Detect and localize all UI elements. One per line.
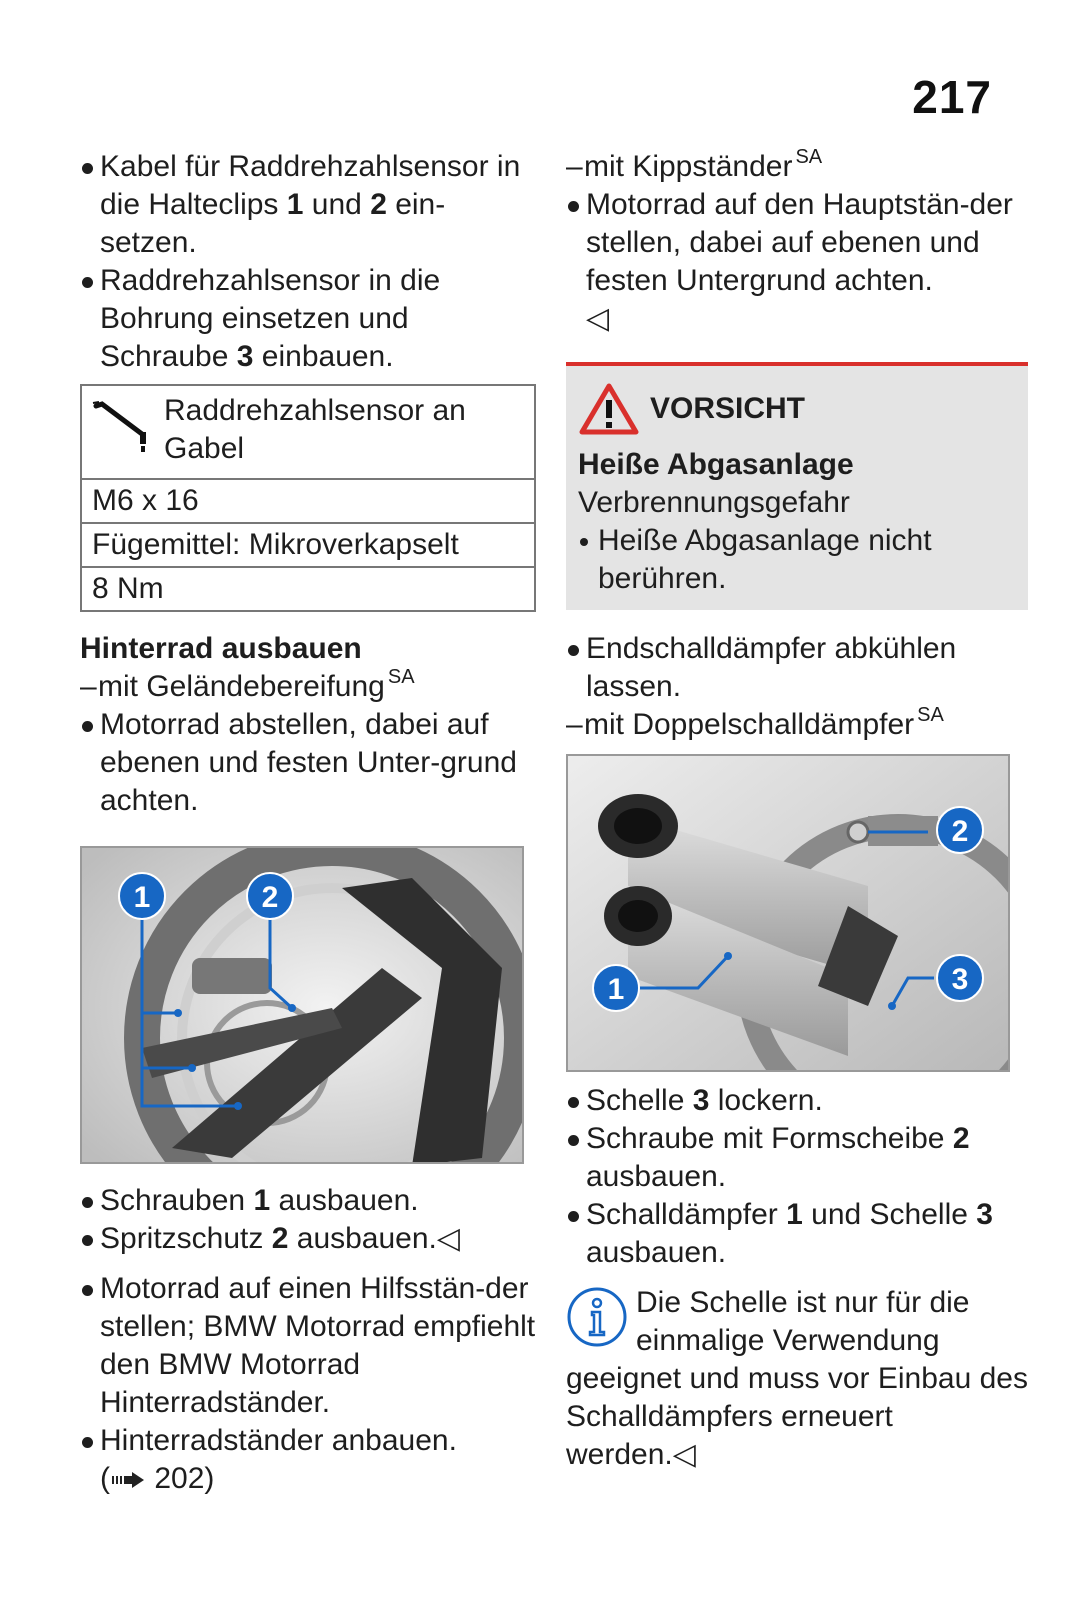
warning-label: VORSICHT	[650, 392, 806, 425]
silencer-figure	[566, 754, 1010, 1072]
page-reference[interactable]: ( 202)	[100, 1462, 215, 1495]
instruction-attach-rear-stand: Hinterradständer anbauen.	[80, 1422, 540, 1460]
section-title: Hinterrad ausbauen	[80, 632, 362, 665]
end-mark: ◁	[586, 302, 610, 335]
spec-table-header	[82, 386, 534, 480]
instruction-remove-silencer: Schalldämpfer 1 und Schelle 3 ausbauen.	[566, 1196, 1028, 1272]
condition-tilt-stand: – mit Kippständer $^{SA}$	[566, 148, 1028, 186]
instruction-remove-screw-washer: Schraube mit Formscheibe 2 ausbauen.	[566, 1120, 1028, 1196]
instruction-install-sensor: Raddrehzahlsensor in die Bohrung einsetzen und Schraube 3 einbauen.	[80, 262, 540, 376]
spec-table-title: Raddrehzahlsensor an Gabel	[164, 394, 466, 465]
left-column	[80, 148, 540, 1498]
instruction-park-motorcycle: Motorrad abstellen, dabei auf ebenen und festen Unter-grund achten.	[80, 706, 540, 820]
warning-triangle-icon	[578, 382, 640, 436]
warning-heading	[578, 382, 1016, 436]
info-note	[566, 1284, 1028, 1474]
callout-3: 3	[936, 954, 984, 1002]
rear-wheel-figure	[80, 846, 524, 1164]
instruction-remove-splash-guard: Spritzschutz 2 ausbauen.◁	[80, 1220, 540, 1258]
arrow-reference-icon	[110, 1470, 146, 1490]
callout-2: 2	[936, 806, 984, 854]
spec-row-torque: 8 Nm	[92, 572, 164, 605]
callout-1: 1	[118, 872, 166, 920]
warning-text: Verbrennungsgefahr	[578, 486, 850, 519]
torque-spec-table	[80, 384, 536, 612]
torque-wrench-icon	[90, 398, 156, 458]
instruction-remove-screws: Schrauben 1 ausbauen.	[80, 1182, 540, 1220]
callout-2: 2	[246, 872, 294, 920]
warning-box	[566, 362, 1028, 610]
instruction-auxiliary-stand: Motorrad auf einen Hilfsstän-der stellen; BMW Motorrad empfiehlt den BMW Motorrad Hinterradständer.	[80, 1270, 540, 1422]
instruction-loosen-clamp: Schelle 3 lockern.	[566, 1082, 1028, 1120]
spec-row-screw-size: M6 x 16	[82, 480, 534, 524]
silencer-illustration	[568, 756, 1010, 1072]
instruction-insert-cable: Kabel für Raddrehzahlsensor in die Halteclips 1 und 2 ein-setzen.	[80, 148, 540, 262]
warning-instruction: Heiße Abgasanlage nicht berühren.	[578, 522, 1016, 598]
right-column	[566, 148, 1028, 1474]
condition-double-silencer: – mit Doppelschalldämpfer $^{SA}$	[566, 706, 1028, 744]
warning-title: Heiße Abgasanlage	[578, 448, 854, 481]
instruction-main-stand: Motorrad auf den Hauptstän-der stellen, dabei auf ebenen und festen Untergrund achten.	[566, 186, 1028, 300]
info-text: Die Schelle ist nur für die einmalige Verwendung geeignet und muss vor Einbau des Schalldämpfers erneuert werden.◁	[566, 1286, 1028, 1471]
info-icon	[566, 1286, 628, 1348]
page-number: 217	[912, 71, 992, 123]
callout-1: 1	[592, 964, 640, 1012]
spec-row-joining-agent: Fügemittel: Mikroverkapselt	[82, 524, 534, 568]
condition-offroad-tyres: – mit Geländebereifung $^{SA}$	[80, 668, 540, 706]
instruction-cool-silencer: Endschalldämpfer abkühlen lassen.	[566, 630, 1028, 706]
